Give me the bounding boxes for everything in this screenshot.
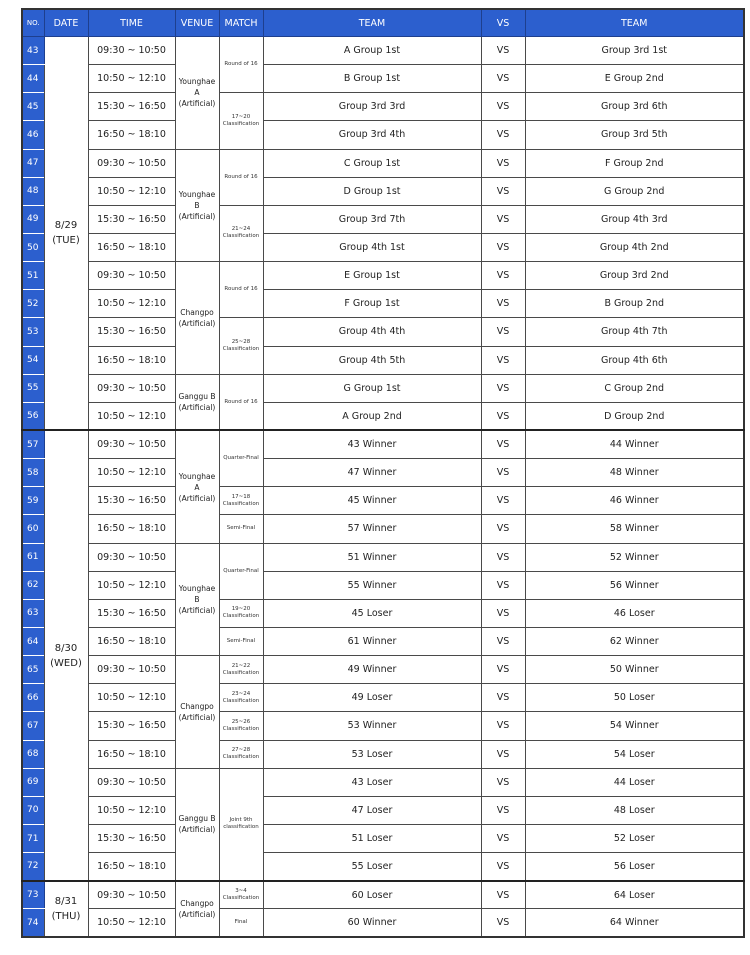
time-slot: 09:30 ~ 10:50	[88, 374, 175, 402]
match-number: 44	[22, 65, 44, 93]
header-vs: VS	[481, 9, 525, 37]
match-number: 68	[22, 740, 44, 768]
team-home: D Group 1st	[263, 177, 481, 205]
match-number: 54	[22, 346, 44, 374]
time-slot: 09:30 ~ 10:50	[88, 543, 175, 571]
match-number: 66	[22, 684, 44, 712]
match-stage: Semi-Final	[219, 515, 263, 543]
team-home: Group 3rd 7th	[263, 205, 481, 233]
time-slot: 16:50 ~ 18:10	[88, 627, 175, 655]
team-away: Group 4th 7th	[525, 318, 744, 346]
venue-surface: (Artificial)	[178, 605, 216, 615]
time-slot: 10:50 ~ 12:10	[88, 796, 175, 824]
venue-cell	[175, 262, 219, 375]
vs-label: VS	[481, 177, 525, 205]
schedule-row	[22, 881, 744, 909]
venue-name: Younghae	[178, 77, 216, 87]
schedule-row	[22, 65, 744, 93]
vs-label: VS	[481, 740, 525, 768]
team-away: Group 4th 2nd	[525, 233, 744, 261]
team-away: Group 3rd 1st	[525, 37, 744, 65]
schedule-row	[22, 796, 744, 824]
venue-cell	[175, 374, 219, 430]
schedule-row	[22, 346, 744, 374]
date-weekday: (THU)	[51, 910, 81, 922]
venue-surface: (Artificial)	[178, 712, 216, 722]
match-number: 56	[22, 402, 44, 430]
time-slot: 16:50 ~ 18:10	[88, 740, 175, 768]
vs-label: VS	[481, 515, 525, 543]
time-slot: 09:30 ~ 10:50	[88, 656, 175, 684]
match-number: 47	[22, 149, 44, 177]
venue-field: B	[194, 200, 200, 210]
schedule-row	[22, 740, 744, 768]
team-away: 64 Winner	[525, 909, 744, 937]
time-slot: 16:50 ~ 18:10	[88, 346, 175, 374]
team-away: 58 Winner	[525, 515, 744, 543]
schedule-row	[22, 543, 744, 571]
schedule-row	[22, 599, 744, 627]
team-home: 45 Loser	[263, 599, 481, 627]
match-number: 50	[22, 233, 44, 261]
match-number: 52	[22, 290, 44, 318]
time-slot: 09:30 ~ 10:50	[88, 881, 175, 909]
team-home: 57 Winner	[263, 515, 481, 543]
vs-label: VS	[481, 599, 525, 627]
venue-name: Changpo	[180, 701, 214, 711]
team-away: 48 Loser	[525, 796, 744, 824]
team-home: 53 Loser	[263, 740, 481, 768]
vs-label: VS	[481, 93, 525, 121]
match-number: 53	[22, 318, 44, 346]
venue-name: Younghae	[178, 189, 216, 199]
team-home: 53 Winner	[263, 712, 481, 740]
venue-name: Changpo	[180, 898, 214, 908]
match-number: 71	[22, 824, 44, 852]
team-away: 56 Winner	[525, 571, 744, 599]
venue-surface: (Artificial)	[178, 825, 216, 835]
team-away: 54 Loser	[525, 740, 744, 768]
date-cell	[44, 37, 88, 431]
match-number: 58	[22, 459, 44, 487]
match-number: 63	[22, 599, 44, 627]
schedule-row	[22, 909, 744, 937]
team-home: A Group 2nd	[263, 402, 481, 430]
match-stage: Quarter-Final	[219, 543, 263, 599]
vs-label: VS	[481, 346, 525, 374]
venue-surface: (Artificial)	[178, 211, 216, 221]
time-slot: 10:50 ~ 12:10	[88, 684, 175, 712]
team-home: 60 Loser	[263, 881, 481, 909]
header-row	[22, 9, 744, 37]
vs-label: VS	[481, 656, 525, 684]
header-time: TIME	[88, 9, 175, 37]
vs-label: VS	[481, 627, 525, 655]
venue-cell	[175, 881, 219, 937]
team-home: 51 Winner	[263, 543, 481, 571]
header-venue: VENUE	[175, 9, 219, 37]
venue-surface: (Artificial)	[178, 318, 216, 328]
schedule-row	[22, 233, 744, 261]
match-number: 59	[22, 487, 44, 515]
time-slot: 09:30 ~ 10:50	[88, 37, 175, 65]
venue-cell	[175, 430, 219, 543]
schedule-row	[22, 290, 744, 318]
team-away: 50 Winner	[525, 656, 744, 684]
venue-field: A	[194, 482, 200, 492]
header-match: MATCH	[219, 9, 263, 37]
team-away: B Group 2nd	[525, 290, 744, 318]
vs-label: VS	[481, 768, 525, 796]
team-away: Group 3rd 2nd	[525, 262, 744, 290]
team-home: 47 Loser	[263, 796, 481, 824]
team-away: 54 Winner	[525, 712, 744, 740]
team-away: Group 3rd 5th	[525, 121, 744, 149]
team-away: 52 Winner	[525, 543, 744, 571]
venue-cell	[175, 149, 219, 262]
schedule-row	[22, 318, 744, 346]
match-stage: 27~28 Classification	[219, 740, 263, 768]
schedule-row	[22, 402, 744, 430]
schedule-row	[22, 853, 744, 881]
schedule-row	[22, 205, 744, 233]
time-slot: 15:30 ~ 16:50	[88, 93, 175, 121]
match-number: 43	[22, 37, 44, 65]
time-slot: 10:50 ~ 12:10	[88, 402, 175, 430]
date-weekday: (WED)	[50, 657, 82, 669]
vs-label: VS	[481, 796, 525, 824]
vs-label: VS	[481, 853, 525, 881]
schedule-row	[22, 571, 744, 599]
time-slot: 10:50 ~ 12:10	[88, 65, 175, 93]
date-cell	[44, 881, 88, 937]
vs-label: VS	[481, 712, 525, 740]
match-stage: 25~26 Classification	[219, 712, 263, 740]
vs-label: VS	[481, 262, 525, 290]
team-home: C Group 1st	[263, 149, 481, 177]
team-home: Group 4th 1st	[263, 233, 481, 261]
schedule-row	[22, 37, 744, 65]
schedule-row	[22, 515, 744, 543]
venue-field: A	[194, 88, 200, 98]
match-stage: 19~20 Classification	[219, 599, 263, 627]
team-home: G Group 1st	[263, 374, 481, 402]
match-stage: 3~4 Classification	[219, 881, 263, 909]
vs-label: VS	[481, 487, 525, 515]
team-away: Group 3rd 6th	[525, 93, 744, 121]
venue-cell	[175, 37, 219, 150]
match-stage: Round of 16	[219, 37, 263, 93]
team-home: 43 Winner	[263, 430, 481, 458]
venue-cell	[175, 656, 219, 769]
time-slot: 15:30 ~ 16:50	[88, 318, 175, 346]
schedule-row	[22, 712, 744, 740]
match-stage: 23~24 Classification	[219, 684, 263, 712]
team-away: 48 Winner	[525, 459, 744, 487]
match-stage: 25~28 Classification	[219, 318, 263, 374]
match-stage: Round of 16	[219, 262, 263, 318]
venue-name: Ganggu B	[178, 814, 216, 824]
match-number: 69	[22, 768, 44, 796]
vs-label: VS	[481, 430, 525, 458]
match-number: 61	[22, 543, 44, 571]
team-home: 47 Winner	[263, 459, 481, 487]
header-date: DATE	[44, 9, 88, 37]
match-number: 49	[22, 205, 44, 233]
match-number: 48	[22, 177, 44, 205]
team-away: Group 4th 3rd	[525, 205, 744, 233]
match-schedule-table	[21, 8, 745, 938]
team-home: 49 Winner	[263, 656, 481, 684]
vs-label: VS	[481, 65, 525, 93]
vs-label: VS	[481, 290, 525, 318]
vs-label: VS	[481, 684, 525, 712]
match-number: 51	[22, 262, 44, 290]
match-number: 70	[22, 796, 44, 824]
time-slot: 10:50 ~ 12:10	[88, 909, 175, 937]
schedule-row	[22, 627, 744, 655]
team-home: Group 3rd 4th	[263, 121, 481, 149]
time-slot: 15:30 ~ 16:50	[88, 599, 175, 627]
time-slot: 16:50 ~ 18:10	[88, 121, 175, 149]
vs-label: VS	[481, 149, 525, 177]
schedule-row	[22, 121, 744, 149]
team-home: Group 3rd 3rd	[263, 93, 481, 121]
team-away: G Group 2nd	[525, 177, 744, 205]
match-number: 46	[22, 121, 44, 149]
match-number: 62	[22, 571, 44, 599]
team-home: 43 Loser	[263, 768, 481, 796]
schedule-row	[22, 93, 744, 121]
schedule-row	[22, 487, 744, 515]
header-team-away: TEAM	[525, 9, 744, 37]
venue-cell	[175, 768, 219, 881]
team-away: F Group 2nd	[525, 149, 744, 177]
time-slot: 09:30 ~ 10:50	[88, 430, 175, 458]
time-slot: 09:30 ~ 10:50	[88, 262, 175, 290]
venue-cell	[175, 543, 219, 656]
time-slot: 15:30 ~ 16:50	[88, 824, 175, 852]
team-home: 55 Loser	[263, 853, 481, 881]
schedule-row	[22, 824, 744, 852]
vs-label: VS	[481, 318, 525, 346]
match-stage: 21~24 Classification	[219, 205, 263, 261]
team-home: E Group 1st	[263, 262, 481, 290]
team-home: F Group 1st	[263, 290, 481, 318]
team-away: 64 Loser	[525, 881, 744, 909]
match-stage: Round of 16	[219, 374, 263, 430]
time-slot: 09:30 ~ 10:50	[88, 768, 175, 796]
match-number: 64	[22, 627, 44, 655]
header-no: NO.	[22, 9, 44, 37]
time-slot: 10:50 ~ 12:10	[88, 290, 175, 318]
match-number: 65	[22, 656, 44, 684]
venue-name: Younghae	[178, 583, 216, 593]
venue-surface: (Artificial)	[178, 99, 216, 109]
match-number: 67	[22, 712, 44, 740]
match-number: 45	[22, 93, 44, 121]
date-weekday: (TUE)	[52, 235, 80, 247]
vs-label: VS	[481, 459, 525, 487]
team-away: 46 Winner	[525, 487, 744, 515]
schedule-row	[22, 768, 744, 796]
time-slot: 10:50 ~ 12:10	[88, 571, 175, 599]
team-home: 61 Winner	[263, 627, 481, 655]
team-home: 60 Winner	[263, 909, 481, 937]
time-slot: 15:30 ~ 16:50	[88, 205, 175, 233]
vs-label: VS	[481, 824, 525, 852]
date-day: 8/30	[54, 642, 78, 654]
venue-surface: (Artificial)	[178, 493, 216, 503]
time-slot: 10:50 ~ 12:10	[88, 177, 175, 205]
match-stage: Round of 16	[219, 149, 263, 205]
team-away: 44 Loser	[525, 768, 744, 796]
team-away: C Group 2nd	[525, 374, 744, 402]
match-number: 60	[22, 515, 44, 543]
vs-label: VS	[481, 543, 525, 571]
match-number: 74	[22, 909, 44, 937]
vs-label: VS	[481, 571, 525, 599]
team-away: 44 Winner	[525, 430, 744, 458]
match-number: 57	[22, 430, 44, 458]
team-away: 50 Loser	[525, 684, 744, 712]
match-stage: 21~22 Classification	[219, 656, 263, 684]
team-away: 52 Loser	[525, 824, 744, 852]
match-stage: 17~20 Classification	[219, 93, 263, 149]
schedule-row	[22, 656, 744, 684]
match-number: 72	[22, 853, 44, 881]
match-stage: 17~18 Classification	[219, 487, 263, 515]
time-slot: 09:30 ~ 10:50	[88, 149, 175, 177]
time-slot: 16:50 ~ 18:10	[88, 853, 175, 881]
time-slot: 16:50 ~ 18:10	[88, 515, 175, 543]
vs-label: VS	[481, 233, 525, 261]
schedule-row	[22, 459, 744, 487]
date-day: 8/29	[54, 220, 78, 232]
time-slot: 16:50 ~ 18:10	[88, 233, 175, 261]
match-number: 55	[22, 374, 44, 402]
date-day: 8/31	[54, 895, 78, 907]
team-home: 51 Loser	[263, 824, 481, 852]
time-slot: 10:50 ~ 12:10	[88, 459, 175, 487]
team-home: Group 4th 4th	[263, 318, 481, 346]
team-home: 45 Winner	[263, 487, 481, 515]
venue-surface: (Artificial)	[178, 403, 216, 413]
schedule-row	[22, 262, 744, 290]
vs-label: VS	[481, 881, 525, 909]
team-home: A Group 1st	[263, 37, 481, 65]
team-away: 62 Winner	[525, 627, 744, 655]
vs-label: VS	[481, 909, 525, 937]
team-away: 56 Loser	[525, 853, 744, 881]
match-number: 73	[22, 881, 44, 909]
venue-field: B	[194, 594, 200, 604]
match-stage: Semi-Final	[219, 627, 263, 655]
team-home: B Group 1st	[263, 65, 481, 93]
match-stage: Quarter-Final	[219, 430, 263, 486]
team-away: D Group 2nd	[525, 402, 744, 430]
schedule-row	[22, 430, 744, 458]
time-slot: 15:30 ~ 16:50	[88, 487, 175, 515]
schedule-row	[22, 374, 744, 402]
venue-name: Ganggu B	[178, 392, 216, 402]
schedule-row	[22, 149, 744, 177]
schedule-row	[22, 684, 744, 712]
vs-label: VS	[481, 121, 525, 149]
team-home: 49 Loser	[263, 684, 481, 712]
team-home: Group 4th 5th	[263, 346, 481, 374]
vs-label: VS	[481, 374, 525, 402]
team-home: 55 Winner	[263, 571, 481, 599]
header-team-home: TEAM	[263, 9, 481, 37]
match-stage: Final	[219, 909, 263, 937]
venue-name: Younghae	[178, 471, 216, 481]
team-away: 46 Loser	[525, 599, 744, 627]
schedule-row	[22, 177, 744, 205]
venue-surface: (Artificial)	[178, 909, 216, 919]
team-away: E Group 2nd	[525, 65, 744, 93]
date-cell	[44, 430, 88, 880]
match-stage: Joint 9th classification	[219, 768, 263, 881]
team-away: Group 4th 6th	[525, 346, 744, 374]
time-slot: 15:30 ~ 16:50	[88, 712, 175, 740]
schedule-body	[22, 37, 744, 938]
vs-label: VS	[481, 205, 525, 233]
vs-label: VS	[481, 37, 525, 65]
vs-label: VS	[481, 402, 525, 430]
venue-name: Changpo	[180, 307, 214, 317]
